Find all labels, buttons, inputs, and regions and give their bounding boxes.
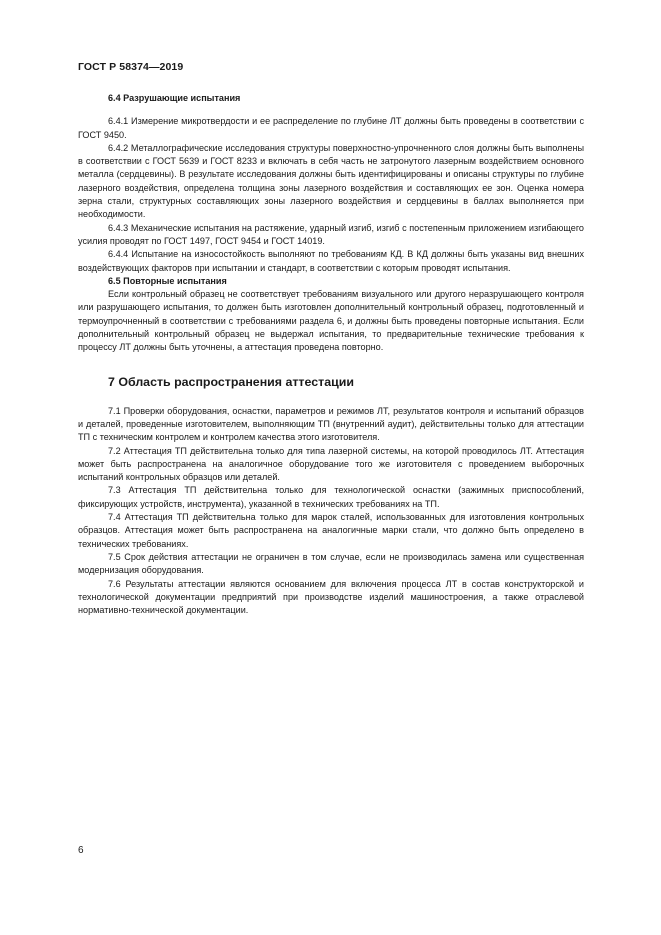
paragraph-7-4: 7.4 Аттестация ТП действительна только для марок сталей, использованных для изготовления контрольных образцов. Аттестация может быть распространена на аналогичные марки стали, что должно быть определено в технических требованиях. <box>78 512 584 549</box>
paragraph-7-2: 7.2 Аттестация ТП действительна только для типа лазерной системы, на которой проводилось ЛТ. Аттестация может быть распространена на аналогичное оборудование того же изготовителя с проведением выборочных испытаний контрольных образцов или деталей. <box>78 445 584 483</box>
paragraph-6-4-4: 6.4.4 Испытание на износостойкость выполняют по требованиям КД. В КД должны быть указаны вид внешних воздействующих факторов при испытании и стандарт, в соответствии с которым проводят испытания. <box>78 249 584 273</box>
paragraph-6-4-2: 6.4.2 Металлографические исследования структуры поверхностно-упрочненного слоя должны быть выполнены в соответствии с ГОСТ 5639 и ГОСТ 8233 и включать в себя часть не затронутого лазерным воздействием основного металла (сердцевины). В результате исследования должны быть идентифицированы и описаны структуры по глубине лазерного воздействия, определена толщина зоны лазерного воздействия и составляющих ее зон. Оценка номера зерна стали, структурных составляющих зоны лазерного воздействия и сердцевины в баллах выполняется при необходимости. <box>78 142 584 220</box>
paragraph-7-1: 7.1 Проверки оборудования, оснастки, параметров и режимов ЛТ, результатов контроля и испытаний образцов и деталей, проведенные изготовителем, выполняющим ТП (внутренний аудит), действительны только для аттестации ТП с техническим контролем и контролем качества этого изготовителя. <box>78 405 584 443</box>
paragraph-6-4-3: 6.4.3 Механические испытания на растяжение, ударный изгиб, изгиб с постепенным приложением изгибающего усилия проводят по ГОСТ 1497, ГОСТ 9454 и ГОСТ 14019. <box>78 222 584 246</box>
document-body <box>78 92 584 617</box>
paragraph-7-6: 7.6 Результаты аттестации являются основанием для включения процесса ЛТ в состав конструкторской и технологической документации предприятий при производстве изделий машиностроения, а также отраслевой нормативно-технической документации. <box>78 578 584 616</box>
document-code: ГОСТ Р 58374—2019 <box>78 61 184 73</box>
page-number: 6 <box>78 845 84 856</box>
heading-section-7: 7 Область распространения аттестации <box>108 374 354 389</box>
paragraph-7-3: 7.3 Аттестация ТП действительна только для технологической оснастки (зажимных приспособлений, фиксирующих устройств, инструмента), указанной в технических требованиях на ТП. <box>78 485 584 509</box>
paragraph-7-5: 7.5 Срок действия аттестации не ограничен в том случае, если не производилась замена или существенная модернизация оборудования. <box>78 551 584 576</box>
paragraph-6-4-1: 6.4.1 Измерение микротвердости и ее распределение по глубине ЛТ должны быть проведены в соответствии с ГОСТ 9450. <box>78 116 584 140</box>
heading-6-5: 6.5 Повторные испытания <box>108 275 227 286</box>
heading-6-4: 6.4 Разрушающие испытания <box>108 93 241 103</box>
paragraph-6-5: Если контрольный образец не соответствует требованиям визуального или другого неразрушающего контроля или разрушающего испытания, то должен быть изготовлен дополнительный контрольный образец, подготовленный и термоупрочненный в соответствии с требованиями раздела 6, и должны быть проведены повторные испытания. Если дополнительный контрольный образец не выдержал испытания, то предварительные технические требования к процессу ЛТ должны быть уточнены, а аттестация проведена повторно. <box>78 289 584 353</box>
